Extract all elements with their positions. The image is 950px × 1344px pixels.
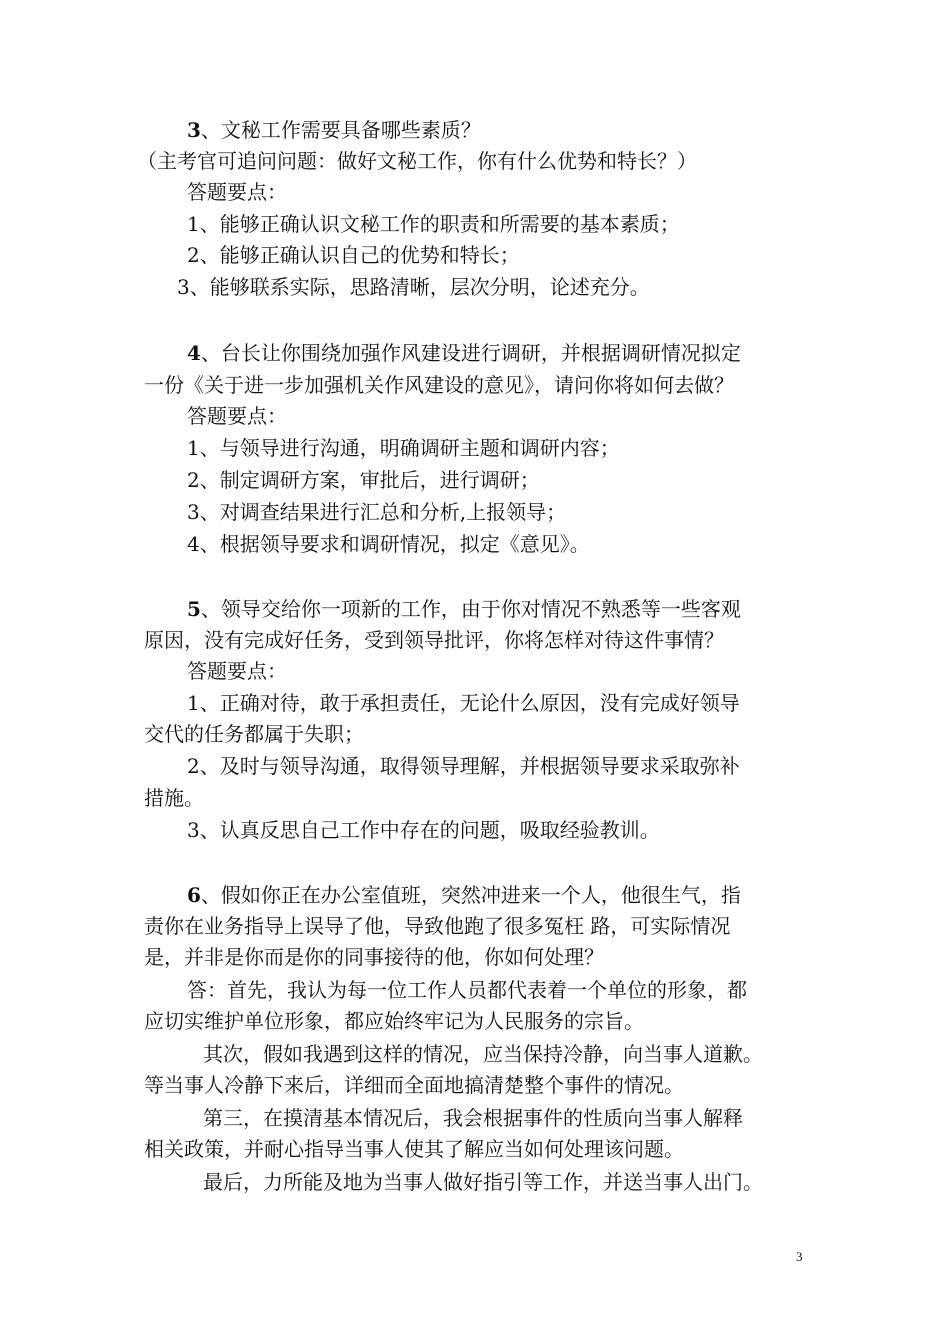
answer-heading: 答题要点： (187, 404, 287, 428)
answer-line: 1、正确对待，敢于承担责任，无论什么原因，没有完成好领导 (187, 691, 740, 715)
question-3-followup: （主考官可追问问题：做好文秘工作，你有什么优势和特长？） (137, 149, 697, 173)
answer-line: 交代的任务都属于失职； (144, 722, 364, 746)
question-3-title (187, 115, 950, 145)
question-text: 、台长让你围绕加强作风建设进行调研，并根据调研情况拟定 (200, 341, 741, 365)
question-text-continued: 原因，没有完成好任务，受到领导批评，你将怎样对待这件事情？ (144, 628, 724, 652)
question-text-continued: 责你在业务指导上误导了他，导致他跑了很多冤枉 路，可实际情况 (144, 914, 731, 938)
answer-line: 第三，在摸清基本情况后，我会根据事件的性质向当事人解释 (203, 1106, 743, 1130)
answer-line: 2、制定调研方案，审批后，进行调研； (187, 468, 540, 492)
answer-line: 4、根据领导要求和调研情况，拟定《意见》。 (187, 532, 590, 556)
question-number: 5 (187, 597, 201, 621)
question-number: 3 (187, 118, 201, 142)
answer-line: 2、能够正确认识自己的优势和特长； (187, 243, 520, 267)
answer-line: 最后，力所能及地为当事人做好指引等工作，并送当事人出门。 (203, 1170, 763, 1194)
question-text: 、领导交给你一项新的工作，由于你对情况不熟悉等一些客观 (200, 597, 741, 621)
answer-line: 1、能够正确认识文秘工作的职责和所需要的基本素质； (187, 212, 680, 236)
answer-line: 2、及时与领导沟通，取得领导理解，并根据领导要求采取弥补 (187, 754, 740, 778)
question-text-continued: 是，并非是你而是你的同事接待的他，你如何处理？ (144, 945, 604, 969)
answer-line: 等当事人冷静下来后，详细而全面地搞清楚整个事件的情况。 (144, 1073, 684, 1097)
question-text-continued: 一份《关于进一步加强机关作风建设的意见》，请问你将如何去做？ (144, 373, 734, 397)
answer-line: 措施。 (144, 786, 204, 810)
answer-line: 其次，假如我遇到这样的情况，应当保持冷静，向当事人道歉。 (203, 1042, 763, 1066)
answer-line: 应切实维护单位形象，都应始终牢记为人民服务的宗旨。 (144, 1009, 644, 1033)
answer-line: 相关政策，并耐心指导当事人使其了解应当如何处理该问题。 (144, 1137, 684, 1161)
question-text: 、假如你正在办公室值班，突然冲进来一个人，他很生气，指 (200, 883, 741, 907)
question-number: 6 (187, 883, 201, 907)
answer-line: 答：首先，我认为每一位工作人员都代表着一个单位的形象，都 (187, 978, 747, 1002)
page-number: 3 (796, 1249, 803, 1264)
answer-line: 3、认真反思自己工作中存在的问题，吸取经验教训。 (187, 818, 660, 842)
question-number: 4 (187, 341, 201, 365)
answer-heading: 答题要点： (187, 659, 287, 683)
question-text: 、文秘工作需要具备哪些素质？ (200, 118, 481, 142)
answer-line: 3、能够联系实际，思路清晰，层次分明，论述充分。 (177, 275, 650, 299)
question-5-title (187, 594, 950, 624)
answer-heading: 答题要点： (187, 180, 287, 204)
answer-line: 3、对调查结果进行汇总和分析,上报领导； (187, 500, 567, 524)
question-4-title (187, 338, 950, 368)
answer-line: 1、与领导进行沟通，明确调研主题和调研内容； (187, 436, 620, 460)
question-6-title (187, 880, 950, 910)
